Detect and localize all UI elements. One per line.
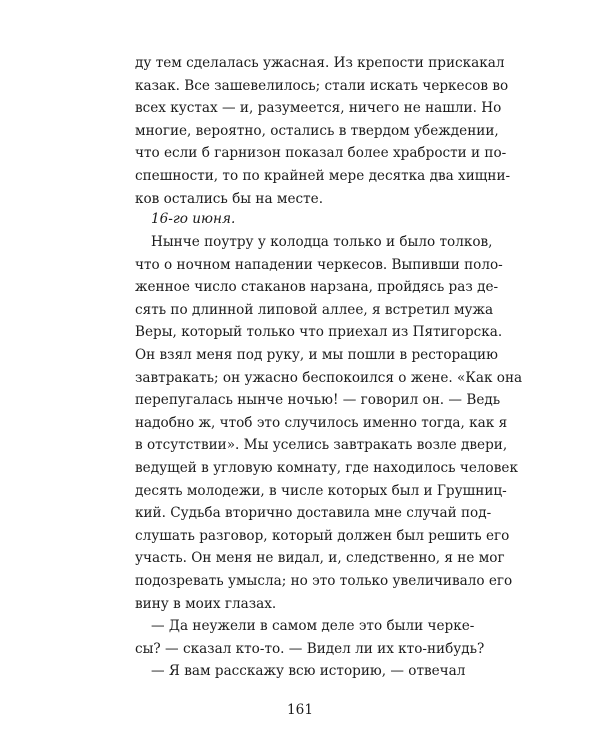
text-line: надобно ж, чтоб это случилось именно тогда, как я bbox=[135, 414, 508, 431]
text-line: Веры, который только что приехал из Пятигорска. bbox=[135, 324, 503, 341]
dialogue-grushnitsky-story bbox=[135, 660, 475, 683]
text-line: кий. Судьба вторично доставила мне случай под- bbox=[135, 505, 492, 522]
text-line: в отсутствии». Мы уселись завтракать возле двери, bbox=[135, 437, 508, 454]
text-line: перепугалась нынче ночью! — говорил он. — Ведь bbox=[135, 392, 501, 409]
text-line: сять по длинной липовой аллее, я встретил мужа bbox=[135, 301, 494, 318]
paragraph-attack-aftermath bbox=[135, 52, 511, 210]
text-line: подозревать умысла; но это только увеличивало его bbox=[135, 572, 513, 589]
text-line: слушать разговор, который должен был решить его bbox=[135, 527, 510, 544]
text-line: десять молодежи, в числе которых был и Грушниц- bbox=[135, 482, 507, 499]
text-line: ков остались бы на месте. bbox=[135, 190, 324, 207]
text-line: что о ночном нападении черкесов. Выпивши поло- bbox=[135, 256, 503, 273]
text-line: сы? — сказал кто-то. — Видел ли их кто-нибудь? bbox=[135, 640, 485, 657]
text-line: ду тем сделалась ужасная. Из крепости прискакал bbox=[135, 55, 505, 71]
dialogue-question bbox=[135, 615, 485, 660]
text-line: завтракать; он ужасно беспокоился о жене. «Как она bbox=[135, 369, 523, 386]
text-line: Он взял меня под руку, и мы пошли в ресторацию bbox=[135, 346, 498, 363]
date-heading: 16-го июня. bbox=[151, 211, 236, 227]
text-line: что если б гарнизон показал более храбрости и по- bbox=[135, 145, 507, 162]
text-line: спешности, то по крайней мере десятка два хищни- bbox=[135, 167, 511, 184]
text-line: всех кустах — и, разумеется, ничего не нашли. Но bbox=[135, 100, 502, 117]
text-line: женное число стаканов нарзана, пройдясь раз де- bbox=[135, 279, 499, 296]
text-line: ведущей в угловую комнату, где находилось человек bbox=[135, 459, 518, 476]
paragraph-morning-rumors bbox=[135, 231, 523, 615]
text-line: Нынче поутру у колодца только и было толков, bbox=[151, 234, 493, 250]
text-line: — Я вам расскажу всю историю, — отвечал bbox=[151, 663, 466, 679]
diary-date-heading bbox=[135, 208, 475, 231]
text-line: многие, вероятно, остались в твердом убеждении, bbox=[135, 122, 499, 139]
text-line: — Да неужели в самом деле это были черке- bbox=[151, 618, 475, 634]
text-line: вину в моих глазах. bbox=[135, 595, 277, 612]
text-line: участь. Он меня не видал, и, следственно, я не мог bbox=[135, 550, 505, 567]
text-line: казак. Все зашевелилось; стали искать черкесов во bbox=[135, 77, 509, 94]
page-number: 161 bbox=[287, 702, 313, 718]
